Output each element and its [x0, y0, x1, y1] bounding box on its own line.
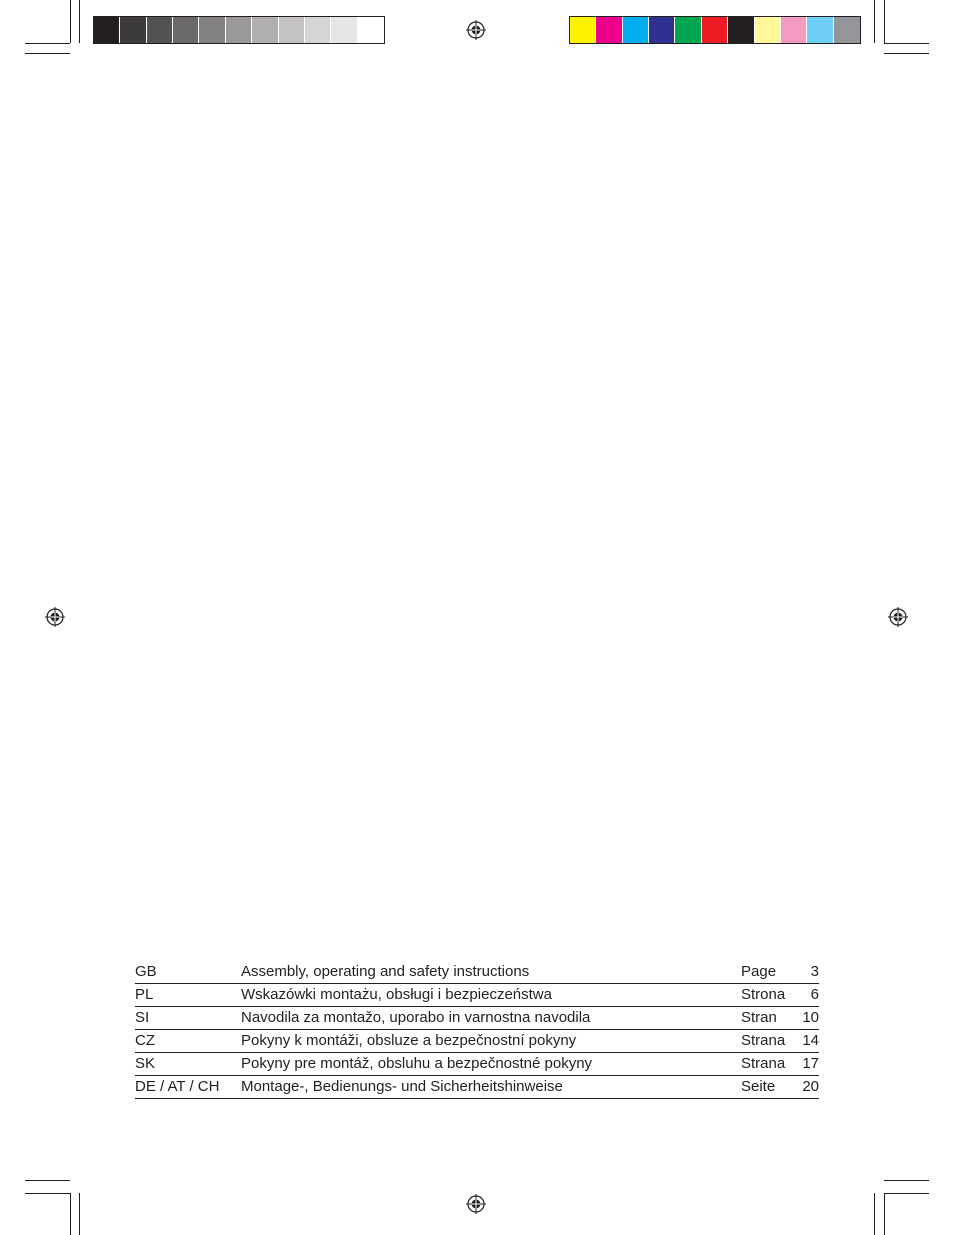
toc-section-title: Pokyny k montáži, obsluze a bezpečnostní pokyny: [241, 1030, 641, 1053]
color-swatch: [331, 17, 357, 43]
registration-mark-icon: [466, 1194, 486, 1214]
toc-page-number: 3: [801, 961, 819, 984]
color-swatch: [173, 17, 199, 43]
table-row: [135, 1030, 819, 1053]
toc-section-title: Navodila za montažo, uporabo in varnostna navodila: [241, 1007, 641, 1030]
color-swatch: [702, 17, 728, 43]
toc-page-number: 6: [801, 984, 819, 1007]
registration-mark-icon: [45, 607, 65, 627]
toc-page-number: 17: [801, 1053, 819, 1076]
crop-mark: [874, 1193, 875, 1235]
color-swatch: [226, 17, 252, 43]
toc-page-word: Strona: [741, 984, 801, 1007]
crop-mark: [79, 1193, 80, 1235]
color-swatch: [596, 17, 622, 43]
toc-page-word: Seite: [741, 1076, 801, 1099]
toc-section-title: Montage-, Bedienungs- und Sicherheitshinweise: [241, 1076, 641, 1099]
crop-mark: [79, 0, 80, 43]
toc-section-title: Assembly, operating and safety instructions: [241, 961, 641, 984]
crop-mark: [25, 43, 70, 44]
toc-language-code: PL: [135, 984, 241, 1007]
color-swatch: [649, 17, 675, 43]
toc-page-number: 20: [801, 1076, 819, 1099]
color-swatch: [675, 17, 701, 43]
color-swatch: [147, 17, 173, 43]
crop-mark: [884, 1193, 885, 1235]
crop-mark: [70, 0, 71, 43]
grayscale-color-bar: [93, 16, 385, 44]
toc-page-word: Page: [741, 961, 801, 984]
crop-mark: [884, 0, 885, 43]
table-row: [135, 1053, 819, 1076]
crop-mark: [884, 1193, 929, 1194]
crop-mark: [884, 1180, 929, 1181]
color-swatch: [834, 17, 860, 43]
toc-language-code: GB: [135, 961, 241, 984]
crop-mark: [25, 1193, 70, 1194]
registration-mark-icon: [888, 607, 908, 627]
toc-language-code: SI: [135, 1007, 241, 1030]
table-of-contents: [135, 961, 819, 1099]
toc-section-title: Pokyny pre montáž, obsluhu a bezpečnostné pokyny: [241, 1053, 641, 1076]
toc-language-code: DE / AT / CH: [135, 1076, 241, 1099]
registration-mark-icon: [466, 20, 486, 40]
color-swatch: [279, 17, 305, 43]
table-row: [135, 1007, 819, 1030]
crop-mark: [884, 53, 929, 54]
color-swatch: [728, 17, 754, 43]
color-swatch: [252, 17, 278, 43]
process-color-bar: [569, 16, 861, 44]
toc-language-code: CZ: [135, 1030, 241, 1053]
crop-mark: [874, 0, 875, 43]
color-swatch: [305, 17, 331, 43]
toc-page-number: 14: [801, 1030, 819, 1053]
color-swatch: [358, 17, 384, 43]
crop-mark: [25, 1180, 70, 1181]
toc-page-word: Strana: [741, 1030, 801, 1053]
color-swatch: [120, 17, 146, 43]
toc-page-number: 10: [801, 1007, 819, 1030]
toc-page-word: Stran: [741, 1007, 801, 1030]
color-swatch: [807, 17, 833, 43]
color-swatch: [199, 17, 225, 43]
crop-mark: [25, 53, 70, 54]
color-swatch: [755, 17, 781, 43]
toc-section-title: Wskazówki montażu, obsługi i bezpieczeństwa: [241, 984, 641, 1007]
table-row: [135, 961, 819, 984]
color-swatch: [781, 17, 807, 43]
toc-page-word: Strana: [741, 1053, 801, 1076]
table-row: [135, 1076, 819, 1099]
crop-mark: [884, 43, 929, 44]
color-swatch: [570, 17, 596, 43]
toc-language-code: SK: [135, 1053, 241, 1076]
color-swatch: [94, 17, 120, 43]
table-row: [135, 984, 819, 1007]
color-swatch: [623, 17, 649, 43]
crop-mark: [70, 1193, 71, 1235]
